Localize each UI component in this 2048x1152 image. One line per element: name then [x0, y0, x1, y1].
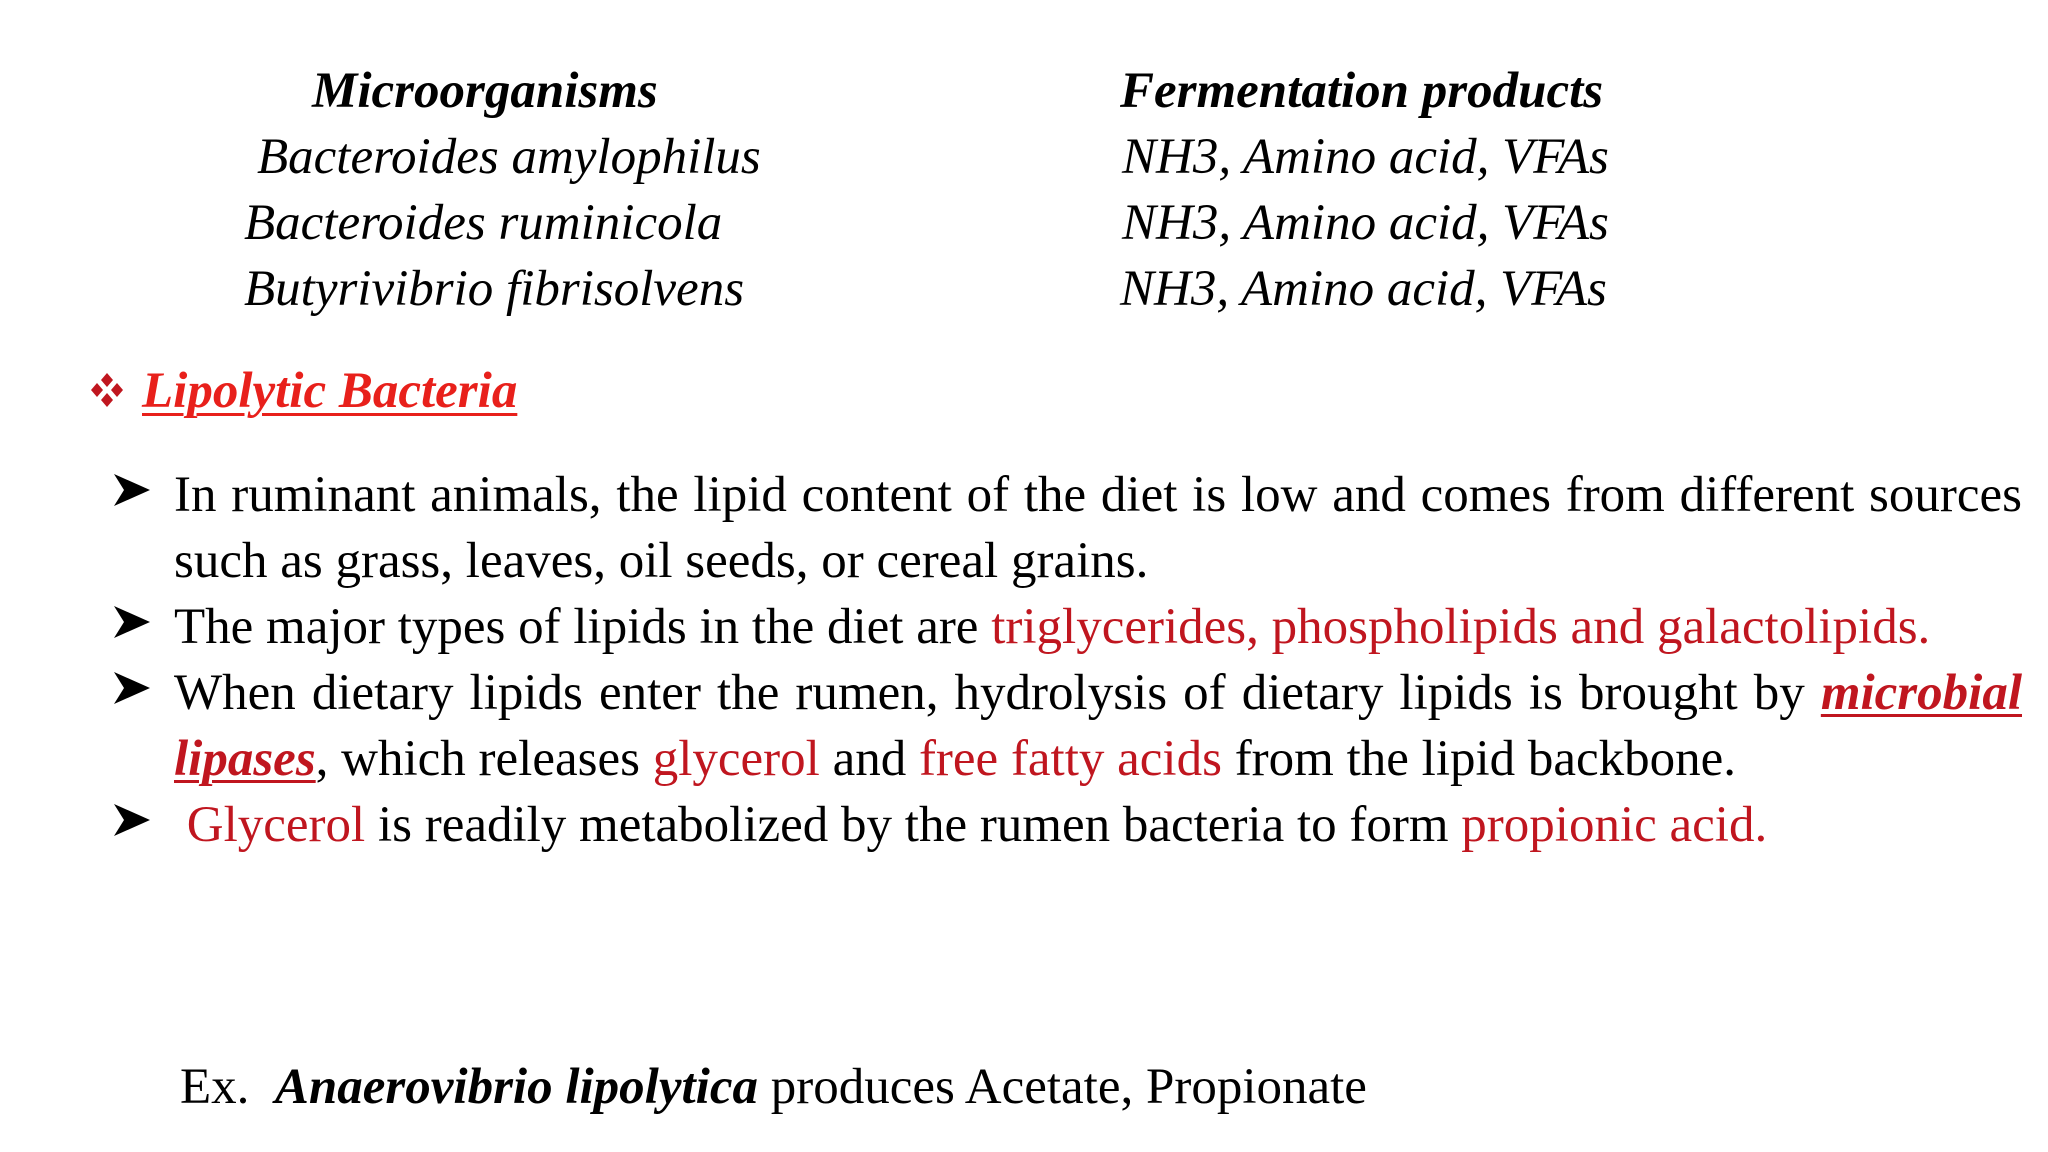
bullet-text-3 [174, 660, 2022, 792]
products-row-3: NH3, Amino acid, VFAs [1120, 261, 1607, 317]
bullet-item-2 [112, 594, 2022, 660]
glycerol-highlight: Glycerol [186, 797, 366, 853]
organism-row-3: Butyrivibrio fibrisolvens [244, 261, 745, 317]
bullet-item-1 [112, 462, 2022, 594]
bullet-2-text: The major types of lipids in the diet are [174, 599, 992, 655]
products-header: Fermentation products [1120, 63, 1604, 119]
microbial-lipases-emphasis: microbial lipases [174, 665, 2022, 787]
arrow-bullet-icon [112, 800, 152, 840]
arrow-bullet-icon [112, 470, 152, 510]
arrow-bullet-icon [112, 668, 152, 708]
propionic-acid-highlight: propionic acid. [1461, 797, 1768, 853]
example-organism: Anaerovibrio lipolytica [274, 1059, 758, 1115]
products-row-1: NH3, Amino acid, VFAs [1122, 129, 1609, 185]
bullet-3-text-end: from the lipid backbone. [1221, 731, 1737, 787]
bullet-3-text-start: When dietary lipids enter the rumen, hydrolysis of dietary lipids is brought by [174, 665, 1821, 721]
bullet-text-4 [174, 792, 2022, 858]
products-row-2: NH3, Amino acid, VFAs [1122, 195, 1609, 251]
example-line [180, 1058, 1367, 1116]
diamond-cluster-icon [88, 364, 128, 422]
bullet-item-3 [112, 660, 2022, 792]
microorganisms-header: Microorganisms [312, 63, 658, 119]
organism-row-1: Bacteroides amylophilus [257, 129, 761, 185]
bullet-list [112, 462, 2022, 858]
organism-row-2: Bacteroides ruminicola [244, 195, 723, 251]
section-heading [88, 362, 517, 422]
bullet-text-1: In ruminant animals, the lipid content of the diet is low and comes from different sources such as grass, leaves, oil seeds, or cereal grains. [174, 467, 2022, 589]
free-fatty-acids-highlight: free fatty acids [918, 731, 1222, 787]
bullet-text-2 [174, 594, 2022, 660]
example-suffix: produces Acetate, Propionate [757, 1059, 1367, 1115]
lipid-types-highlight: triglycerides, phospholipids and galactolipids. [991, 599, 1931, 655]
section-title: Lipolytic Bacteria [142, 363, 518, 419]
bullet-item-4 [112, 792, 2022, 858]
glycerol-highlight: glycerol [652, 731, 820, 787]
example-prefix: Ex. [180, 1059, 275, 1115]
bullet-3-text-and: and [819, 731, 919, 787]
bullet-3-text-mid: , which releases [315, 731, 653, 787]
microorganisms-column [0, 58, 1020, 322]
products-column [1120, 58, 1680, 322]
bullet-4-text: is readily metabolized by the rumen bacteria to form [365, 797, 1462, 853]
arrow-bullet-icon [112, 602, 152, 642]
